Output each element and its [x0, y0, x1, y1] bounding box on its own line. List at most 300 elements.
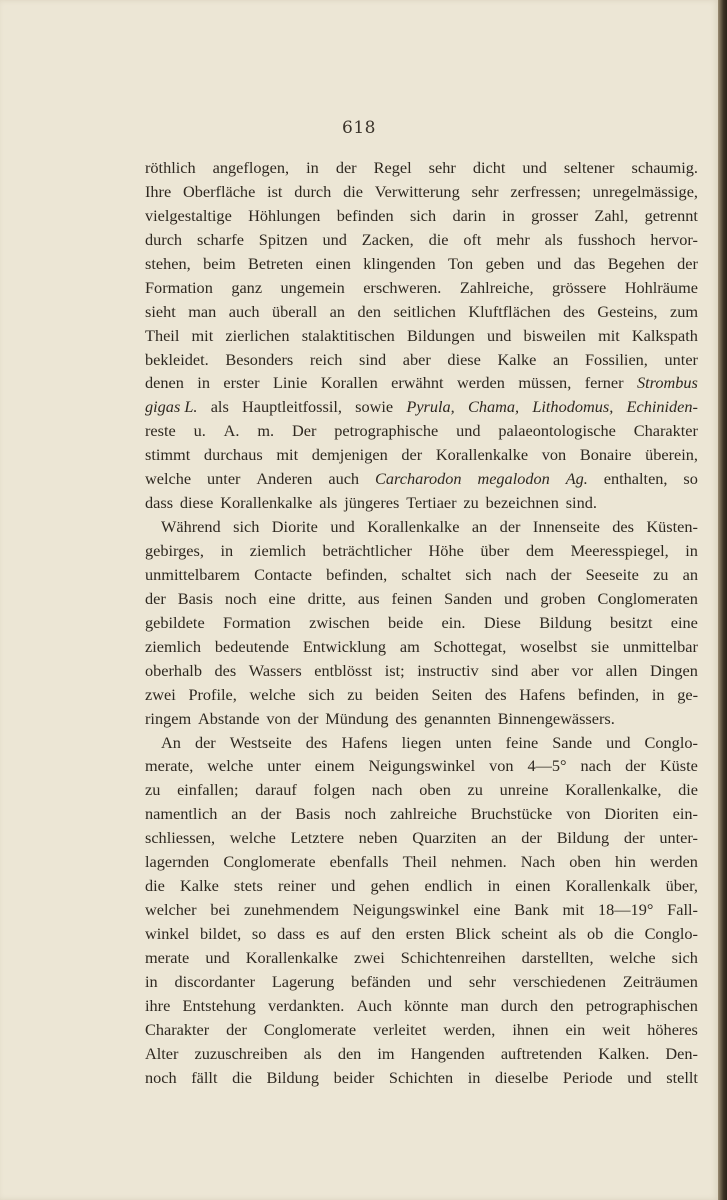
- word: folgen: [313, 780, 356, 800]
- text-line: [145, 707, 698, 731]
- word: welche: [249, 684, 296, 704]
- word: Contacte: [254, 564, 312, 584]
- word: dass: [145, 493, 174, 513]
- word: bisweilen: [523, 325, 586, 345]
- word: sich: [308, 684, 335, 704]
- word: Neigungswinkel: [368, 756, 476, 776]
- word: woselbst: [520, 636, 578, 656]
- word: und: [427, 971, 453, 991]
- word: als: [303, 1043, 322, 1063]
- word: Kalke: [497, 349, 537, 369]
- word: den: [550, 995, 574, 1015]
- word: welche: [609, 947, 656, 967]
- word: hervor-: [650, 229, 698, 249]
- word: an: [231, 804, 247, 824]
- word: dass: [277, 924, 306, 943]
- word: Küsten-: [646, 517, 698, 537]
- word: sehr: [468, 971, 497, 991]
- text-line: [145, 443, 698, 467]
- word: den: [357, 301, 382, 321]
- word: zum: [669, 301, 698, 321]
- word: reich: [309, 349, 343, 369]
- word: Küste: [659, 756, 698, 776]
- page-edge-shadow: [718, 0, 727, 1200]
- word: ganz: [231, 277, 263, 297]
- word: befänden: [351, 971, 411, 991]
- word: mit: [598, 325, 620, 345]
- word: Zahl,: [594, 205, 629, 225]
- text-line: [145, 1042, 698, 1066]
- word: als: [558, 924, 577, 943]
- word: durch: [500, 995, 538, 1015]
- word: Entstehung: [182, 995, 256, 1015]
- word: eine: [473, 900, 501, 920]
- word: welche: [207, 756, 254, 776]
- word: lagernden: [145, 852, 210, 872]
- word: dem: [525, 541, 554, 560]
- word: u.: [193, 421, 206, 441]
- word: An: [161, 732, 181, 752]
- word: einfallen;: [177, 780, 239, 800]
- word: Formation: [222, 612, 291, 632]
- word: Ton: [448, 253, 474, 273]
- word: Bank: [514, 900, 549, 920]
- word: ge-: [677, 684, 698, 704]
- word: Seiten: [431, 684, 473, 704]
- word: Bildung: [266, 1067, 320, 1087]
- word: und: [330, 517, 355, 537]
- word: zu: [467, 780, 483, 800]
- word: schaltet: [401, 564, 452, 584]
- text-line: [145, 156, 698, 180]
- word: einen: [515, 876, 551, 896]
- word: im: [377, 1043, 395, 1063]
- word: Korallenkalke,: [565, 780, 662, 800]
- word: zwei: [145, 684, 176, 704]
- word: unregelmässige,: [592, 181, 698, 201]
- text-line: [145, 348, 698, 372]
- word: und: [627, 1067, 652, 1087]
- word: petrographische: [334, 421, 439, 441]
- text-line: [145, 874, 698, 898]
- word: zu: [653, 564, 669, 584]
- word: der: [226, 1019, 247, 1039]
- word: und: [456, 421, 481, 441]
- text-line: [145, 850, 698, 874]
- word: besitzt: [609, 612, 653, 632]
- word: angeflogen,: [212, 158, 290, 177]
- word: scheint: [501, 924, 548, 943]
- word: mit: [276, 445, 299, 465]
- text-line: [145, 467, 698, 491]
- word: des: [563, 301, 585, 321]
- word: dritte,: [307, 588, 346, 608]
- word: den: [337, 1043, 362, 1063]
- word: und: [486, 325, 512, 345]
- word: groben: [540, 588, 586, 608]
- word: zwischen: [309, 612, 370, 632]
- word: grössere: [552, 277, 607, 297]
- word: sind.: [565, 493, 597, 513]
- word: und: [504, 588, 529, 608]
- text-line: [145, 587, 698, 611]
- word: Charakter: [145, 1019, 210, 1039]
- word: Korallenkalk: [565, 876, 651, 896]
- word: denen: [145, 373, 184, 393]
- word: stimmt: [145, 445, 191, 465]
- word: beim: [203, 253, 236, 273]
- word: Letztere: [290, 828, 344, 848]
- word: gebirges,: [145, 541, 204, 560]
- word: von: [541, 445, 567, 465]
- word: demjenigen: [311, 445, 388, 465]
- word: Pyrula,: [406, 397, 455, 417]
- text-line: [145, 300, 698, 324]
- word: Regel: [373, 158, 412, 177]
- text-line: [145, 204, 698, 228]
- word: namentlich: [145, 804, 218, 824]
- word: Echiniden-: [626, 397, 698, 417]
- word: verschiedenen: [512, 971, 607, 991]
- word: sich: [671, 947, 698, 967]
- word: dieselbe: [494, 1067, 549, 1087]
- word: zuzuschreiben: [194, 1043, 288, 1063]
- word: Conglomeraten: [597, 588, 698, 608]
- word: Theil: [145, 325, 180, 345]
- word: Höhe: [428, 541, 464, 560]
- word: eine: [670, 612, 698, 632]
- word: Profile,: [188, 684, 237, 704]
- word: den: [371, 924, 396, 943]
- word: Zahlreiche,: [459, 277, 534, 297]
- word: Ihre: [145, 181, 172, 201]
- text-line: [145, 994, 698, 1018]
- word: ebenfalls: [329, 852, 389, 872]
- word: oberhalb: [145, 660, 202, 680]
- body-text: [145, 156, 698, 1090]
- word: unten: [455, 732, 492, 752]
- word: diese: [447, 349, 481, 369]
- word: fällt: [191, 1067, 218, 1087]
- word: unreine: [499, 780, 549, 800]
- word: die: [232, 1067, 252, 1087]
- word: Lagerung: [271, 971, 335, 991]
- word: an: [491, 828, 507, 848]
- word: die: [343, 181, 363, 201]
- word: sehr: [428, 158, 456, 177]
- word: der: [677, 253, 698, 273]
- word: entblösst: [314, 660, 373, 680]
- word: ihre: [145, 995, 171, 1015]
- word: gigas L.: [145, 397, 198, 417]
- word: Hohlräume: [624, 277, 698, 297]
- word: überein,: [645, 445, 698, 465]
- word: endlich: [424, 876, 473, 896]
- word: Korallenkalke: [220, 493, 313, 513]
- word: der: [145, 588, 166, 608]
- word: Zeiträumen: [622, 971, 698, 991]
- word: der: [625, 756, 646, 776]
- word: Begehen: [607, 253, 665, 273]
- word: sowie: [355, 397, 394, 417]
- word: durchaus: [203, 445, 263, 465]
- word: Hangenden: [410, 1043, 485, 1063]
- word: auf: [340, 924, 361, 943]
- word: noch: [344, 804, 377, 824]
- text-line: [145, 539, 698, 563]
- word: stets: [233, 876, 263, 896]
- word: in: [197, 373, 210, 393]
- word: beiden: [375, 684, 419, 704]
- word: Meeresspiegel,: [570, 541, 669, 560]
- word: nach: [371, 780, 403, 800]
- word: und: [331, 876, 356, 896]
- word: Ag.: [565, 469, 588, 489]
- word: in: [502, 205, 515, 225]
- word: zu: [145, 780, 161, 800]
- word: nehmen.: [451, 852, 507, 872]
- word: allen: [605, 660, 638, 680]
- word: der: [335, 158, 357, 177]
- word: vor: [571, 660, 594, 680]
- word: Theil: [402, 852, 437, 872]
- word: A.: [223, 421, 240, 441]
- word: Basis: [177, 588, 214, 608]
- word: der: [521, 828, 542, 848]
- word: vielgestaltige: [145, 205, 232, 225]
- text-line: [145, 683, 698, 707]
- word: Nach: [520, 852, 556, 872]
- word: nach: [580, 756, 612, 776]
- word: ferner: [584, 373, 624, 393]
- word: bedeutende: [214, 636, 290, 656]
- word: bekleidet.: [145, 349, 209, 369]
- word: Höhlungen: [248, 205, 321, 225]
- text-line: [145, 395, 698, 419]
- word: am: [399, 636, 420, 656]
- word: welcher: [145, 900, 197, 920]
- word: der: [550, 564, 572, 584]
- word: gehen: [370, 876, 410, 896]
- word: des: [484, 684, 507, 704]
- word: unter: [664, 349, 698, 369]
- word: Dioriten: [604, 804, 659, 824]
- word: sehr: [471, 181, 499, 201]
- word: als: [210, 397, 229, 417]
- word: palaeontologische: [498, 421, 616, 441]
- word: welche: [229, 828, 276, 848]
- word: mehr: [496, 229, 530, 249]
- word: Innenseite: [532, 517, 600, 537]
- word: petrographischen: [585, 995, 698, 1015]
- word: Blick: [455, 924, 491, 943]
- word: und: [322, 229, 347, 249]
- text-line: [145, 324, 698, 348]
- word: Sanden: [444, 588, 493, 608]
- text-line: [145, 898, 698, 922]
- word: unter: [267, 756, 301, 776]
- word: megalodon: [477, 469, 550, 489]
- word: der: [194, 732, 216, 752]
- word: dicht: [472, 158, 506, 177]
- word: verdankten.: [267, 995, 345, 1015]
- word: Den-: [665, 1043, 698, 1063]
- word: Korallen: [320, 373, 378, 393]
- word: Schottegat,: [433, 636, 507, 656]
- word: schliessen,: [145, 828, 216, 848]
- word: Gesteins,: [597, 301, 658, 321]
- word: neben: [358, 828, 398, 848]
- text-line: [145, 970, 698, 994]
- word: gebildete: [145, 612, 205, 632]
- word: mit: [191, 325, 214, 345]
- word: darstellten,: [521, 947, 594, 967]
- word: beider: [333, 1067, 375, 1087]
- word: ob: [586, 924, 604, 943]
- word: erschweren.: [363, 277, 442, 297]
- word: diese: [179, 493, 214, 513]
- word: scharfe: [196, 229, 244, 249]
- text-line: [145, 754, 698, 778]
- word: zu: [347, 684, 363, 704]
- word: zu: [463, 493, 479, 513]
- word: Conglo-: [644, 732, 698, 752]
- word: Westseite: [229, 732, 292, 752]
- word: ein-: [672, 804, 698, 824]
- word: grosser: [531, 205, 579, 225]
- word: von: [266, 708, 291, 728]
- word: Seeseite: [585, 564, 639, 584]
- text-line: [145, 371, 698, 395]
- word: an: [682, 564, 698, 584]
- word: Entwicklung: [302, 636, 387, 656]
- word: Charakter: [633, 421, 698, 441]
- word: befinden,: [326, 564, 388, 584]
- word: Schichten: [388, 1067, 454, 1087]
- word: einem: [314, 756, 355, 776]
- word: in: [306, 158, 319, 177]
- text-line: [145, 635, 698, 659]
- word: eine: [268, 588, 296, 608]
- word: 18—19°: [597, 900, 654, 920]
- word: oben: [569, 852, 601, 872]
- word: ist: [267, 181, 283, 201]
- word: ist;: [384, 660, 405, 680]
- word: stalaktitischen: [301, 325, 395, 345]
- word: Lithodomus,: [532, 397, 614, 417]
- word: aber: [402, 349, 431, 369]
- text-line: [145, 515, 698, 539]
- text-line: [145, 731, 698, 755]
- word: noch: [224, 588, 257, 608]
- word: getrennt: [644, 205, 698, 225]
- word: Anderen: [256, 469, 313, 489]
- word: die: [145, 876, 165, 896]
- text-line: [145, 276, 698, 300]
- word: aus: [357, 588, 380, 608]
- word: Korallenkalke: [367, 517, 460, 537]
- word: Carcharodon: [374, 469, 462, 489]
- word: Besonders: [225, 349, 294, 369]
- word: bildet,: [200, 924, 242, 943]
- word: in: [145, 971, 158, 991]
- word: Mündung: [325, 708, 389, 728]
- word: zahlreiche: [390, 804, 457, 824]
- text-line: [145, 1018, 698, 1042]
- word: zwei: [353, 947, 385, 967]
- word: Diese: [483, 612, 521, 632]
- word: Hafens: [519, 684, 566, 704]
- word: an: [329, 301, 346, 321]
- word: oft: [463, 229, 482, 249]
- word: und: [522, 158, 547, 177]
- word: in: [487, 876, 501, 896]
- word: sie: [590, 636, 610, 656]
- word: man: [188, 301, 217, 321]
- word: enthalten,: [603, 469, 668, 489]
- word: des: [214, 660, 237, 680]
- text-line: [145, 252, 698, 276]
- word: die: [678, 780, 698, 800]
- word: Linie: [272, 373, 308, 393]
- word: Basis: [295, 804, 331, 824]
- word: reiner: [277, 876, 316, 896]
- word: das: [573, 253, 596, 273]
- word: aber: [530, 660, 559, 680]
- word: auch: [328, 469, 360, 489]
- word: sich: [409, 205, 437, 225]
- text-line: [145, 778, 698, 802]
- word: von: [489, 756, 514, 776]
- page-number: 618: [342, 118, 376, 138]
- word: Während: [161, 517, 221, 537]
- word: in: [220, 541, 234, 560]
- word: man: [460, 995, 489, 1015]
- text-line: [145, 611, 698, 635]
- text-line: [145, 1066, 698, 1090]
- word: Korallenkalke: [245, 947, 338, 967]
- word: Quarziten: [412, 828, 477, 848]
- word: seltener: [563, 158, 615, 177]
- word: nach: [505, 564, 537, 584]
- word: Bonaire: [579, 445, 632, 465]
- text-line: [145, 826, 698, 850]
- word: erwähnt: [391, 373, 444, 393]
- word: könnte: [404, 995, 449, 1015]
- word: genannten: [423, 708, 491, 728]
- word: Conglo-: [644, 924, 698, 943]
- word: Chama,: [467, 397, 520, 417]
- word: als: [319, 493, 338, 513]
- word: Bruchstücke: [470, 804, 553, 824]
- word: Abstande: [197, 708, 260, 728]
- word: Periode: [562, 1067, 613, 1087]
- word: so: [683, 469, 698, 489]
- word: über: [480, 541, 510, 560]
- word: instructiv: [417, 660, 479, 680]
- word: hin: [615, 852, 636, 872]
- word: feine: [505, 732, 539, 752]
- word: Strombus: [636, 373, 698, 393]
- text-line: [145, 228, 698, 252]
- word: Oberfläche: [182, 181, 256, 201]
- word: beträchtlicher: [322, 541, 412, 560]
- word: geben: [485, 253, 525, 273]
- word: die: [613, 924, 634, 943]
- word: unter: [207, 469, 241, 489]
- word: die: [428, 229, 449, 249]
- word: Sande: [552, 732, 593, 752]
